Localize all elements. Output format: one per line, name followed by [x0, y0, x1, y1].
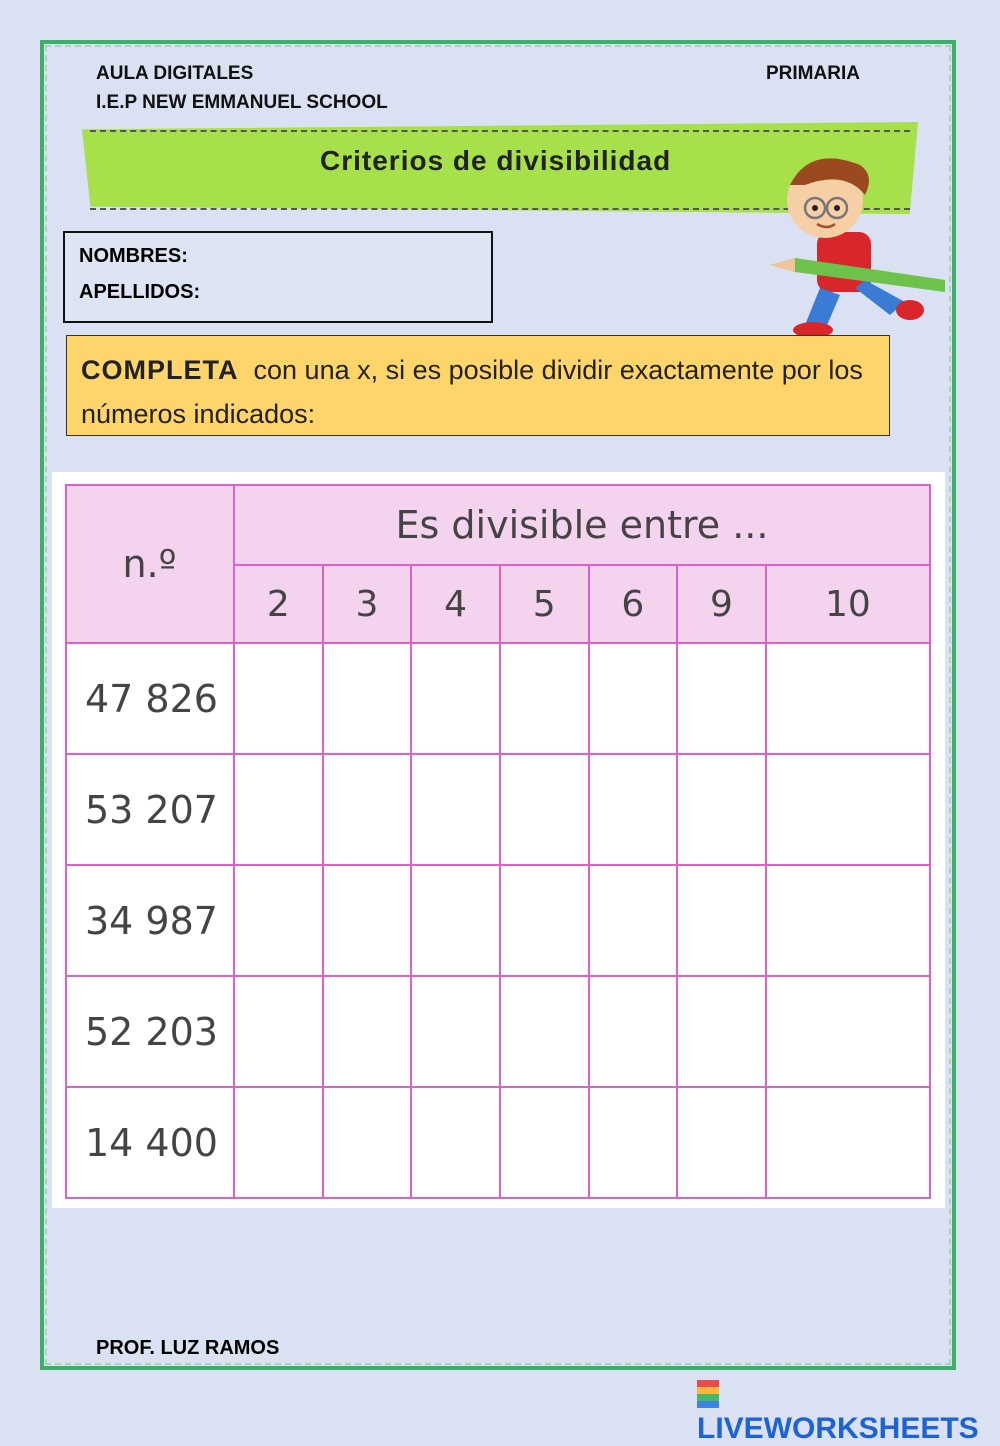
table-row — [66, 754, 930, 865]
divisibility-table — [65, 484, 931, 1199]
answer-cell[interactable] — [677, 754, 766, 865]
answer-cell[interactable] — [323, 643, 412, 754]
number-cell: 34 987 — [66, 865, 234, 976]
instruction-keyword: COMPLETA — [81, 355, 239, 385]
answer-cell[interactable] — [323, 865, 412, 976]
divisor-header: 6 — [589, 565, 678, 643]
number-cell: 14 400 — [66, 1087, 234, 1198]
school-line-2: I.E.P NEW EMMANUEL SCHOOL — [96, 92, 388, 113]
boy-with-pencil-illustration — [765, 140, 950, 340]
answer-cell[interactable] — [500, 976, 589, 1087]
table-row — [66, 643, 930, 754]
names-label: NOMBRES: — [79, 245, 188, 267]
answer-cell[interactable] — [589, 754, 678, 865]
number-column-header: n.º — [66, 485, 234, 643]
student-info-box — [63, 231, 493, 323]
answer-cell[interactable] — [411, 865, 500, 976]
answer-cell[interactable] — [234, 1087, 323, 1198]
answer-cell[interactable] — [323, 754, 412, 865]
answer-cell[interactable] — [766, 865, 930, 976]
instruction-box — [66, 335, 890, 436]
divisor-header: 5 — [500, 565, 589, 643]
divisor-header: 2 — [234, 565, 323, 643]
answer-cell[interactable] — [500, 1087, 589, 1198]
answer-cell[interactable] — [234, 865, 323, 976]
number-cell: 52 203 — [66, 976, 234, 1087]
table-row — [66, 1087, 930, 1198]
answer-cell[interactable] — [589, 976, 678, 1087]
liveworksheets-icon — [697, 1380, 719, 1408]
teacher-name: PROF. LUZ RAMOS — [96, 1337, 280, 1359]
answer-cell[interactable] — [677, 1087, 766, 1198]
answer-cell[interactable] — [411, 643, 500, 754]
answer-cell[interactable] — [766, 1087, 930, 1198]
answer-cell[interactable] — [677, 643, 766, 754]
answer-cell[interactable] — [500, 865, 589, 976]
instruction-text: con una x, si es posible dividir exactamente por los números indicados: — [81, 355, 863, 429]
answer-cell[interactable] — [500, 754, 589, 865]
answer-cell[interactable] — [411, 976, 500, 1087]
answer-cell[interactable] — [677, 865, 766, 976]
divisor-header: 3 — [323, 565, 412, 643]
answer-cell[interactable] — [589, 1087, 678, 1198]
answer-cell[interactable] — [411, 1087, 500, 1198]
answer-cell[interactable] — [234, 976, 323, 1087]
answer-cell[interactable] — [766, 754, 930, 865]
table-row — [66, 865, 930, 976]
answer-cell[interactable] — [323, 976, 412, 1087]
divisible-group-header: Es divisible entre ... — [234, 485, 930, 565]
liveworksheets-wordmark: LIVEWORKSHEETS — [697, 1412, 979, 1445]
answer-cell[interactable] — [234, 643, 323, 754]
answer-cell[interactable] — [411, 754, 500, 865]
divisor-header: 4 — [411, 565, 500, 643]
number-cell: 53 207 — [66, 754, 234, 865]
divisor-header: 9 — [677, 565, 766, 643]
surnames-label: APELLIDOS: — [79, 281, 201, 303]
answer-cell[interactable] — [677, 976, 766, 1087]
number-cell: 47 826 — [66, 643, 234, 754]
answer-cell[interactable] — [766, 976, 930, 1087]
divisibility-table-area — [52, 472, 945, 1208]
answer-cell[interactable] — [589, 643, 678, 754]
table-row — [66, 976, 930, 1087]
answer-cell[interactable] — [234, 754, 323, 865]
answer-cell[interactable] — [589, 865, 678, 976]
divisor-header: 10 — [766, 565, 930, 643]
liveworksheets-logo — [697, 1378, 1000, 1446]
page-title: Criterios de divisibilidad — [320, 145, 672, 176]
level-label: PRIMARIA — [766, 63, 860, 84]
answer-cell[interactable] — [766, 643, 930, 754]
answer-cell[interactable] — [500, 643, 589, 754]
school-line-1: AULA DIGITALES — [96, 63, 254, 84]
answer-cell[interactable] — [323, 1087, 412, 1198]
